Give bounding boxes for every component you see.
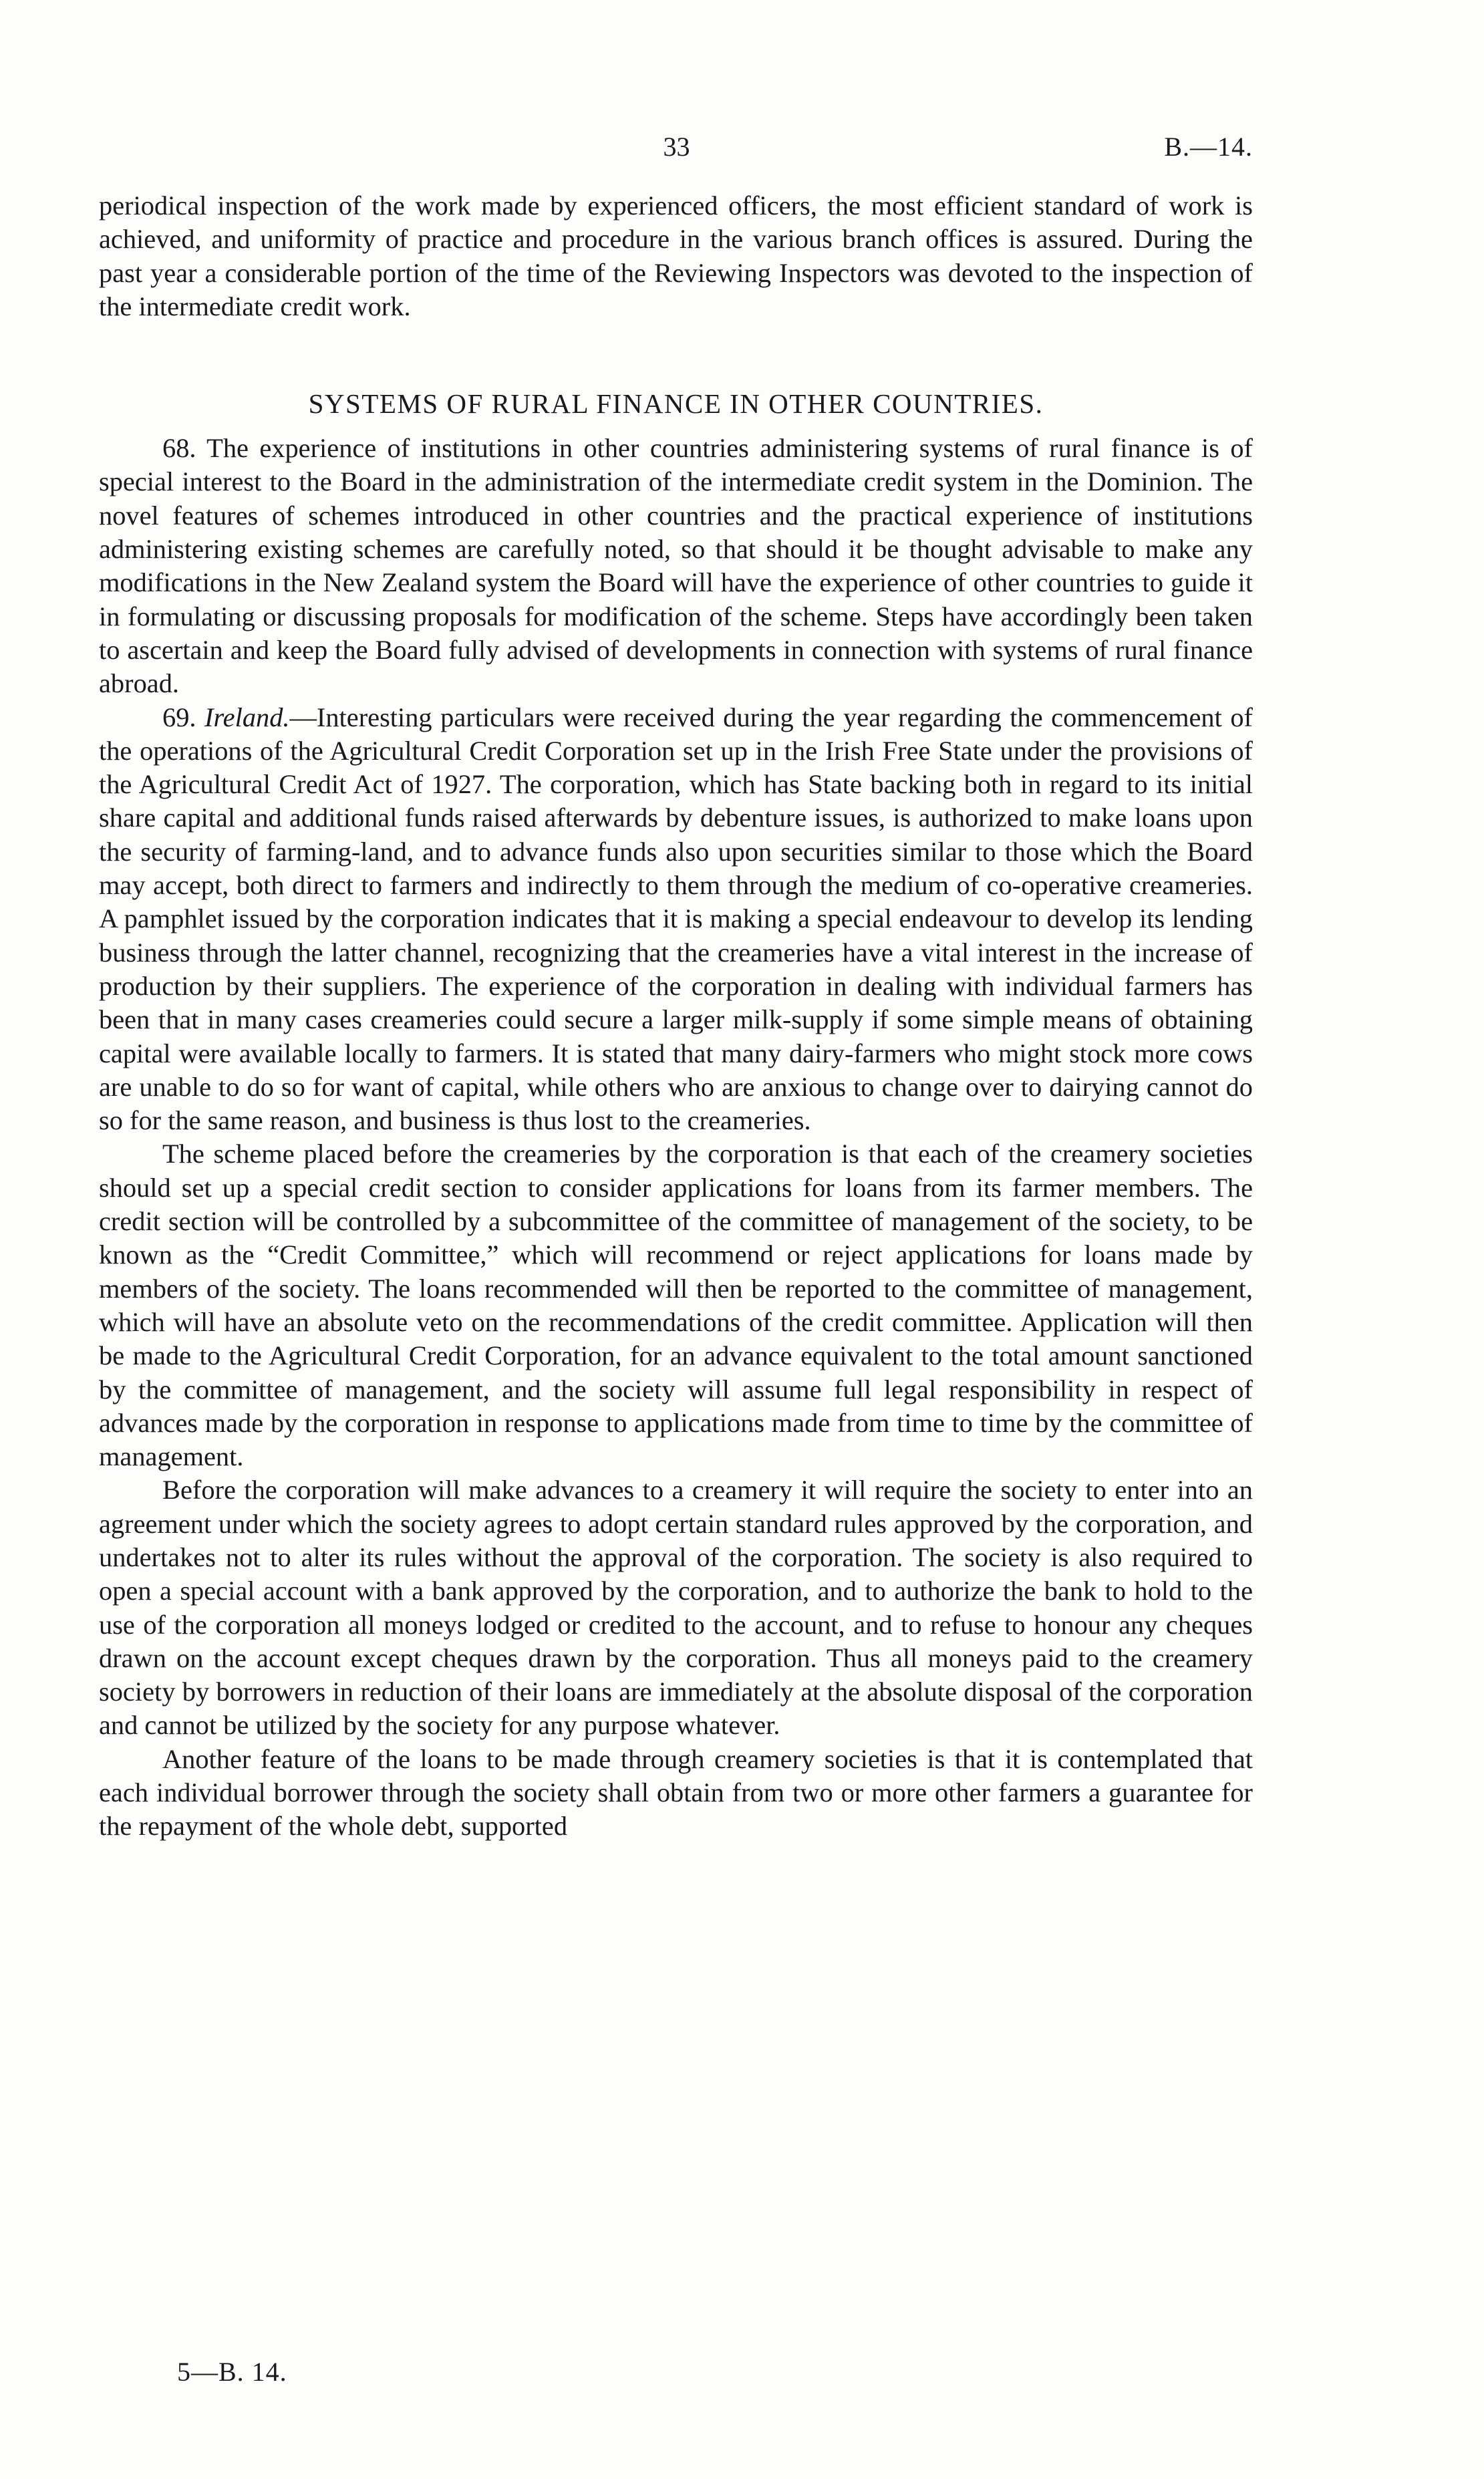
paragraph-69-text: —Interesting particulars were received during the year regarding the commencement of the operations of the Agricultural Credit Corporation set up in the Irish Free State under the provisions of the Agricultural Credit Act of 1927. The corporation, which has State backing both in regard to its initial share capital and additional funds raised afterwards by debenture issues, is authorized to make loans upon the security of farming-land, and to advance funds also upon securities similar to those which the Board may accept, both direct to farmers and indirectly to them through the medium of co-operative creameries. A pamphlet issued by the corporation indicates that it is making a special endeavour to develop its lending business through the latter channel, recognizing that the creameries have a vital interest in the increase of production by their suppliers. The experience of the corporation in dealing with individual farmers has been that in many cases creameries could secure a larger milk-supply if some simple means of obtaining capital were available locally to farmers. It is stated that many dairy-farmers who might stock more cows are unable to do so for want of capital, while others who are anxious to change over to dairying cannot do so for the same reason, and business is thus lost to the creameries. <box>99 702 1253 1136</box>
sidehead-ireland: Ireland. <box>204 702 290 732</box>
paragraph-another-feature: Another feature of the loans to be made through creamery societies is that it is contemplated that each individual borrower through the society shall obtain from two or more other farmers a guarantee for the repayment of the whole debt, supported <box>99 1743 1253 1842</box>
paragraph-scheme: The scheme placed before the creameries by the corporation is that each of the creamery societies should set up a special credit section to consider applications for loans from its farmer members. The credit section will be controlled by a subcommittee of the committee of management of the society, to be known as the “Credit Committee,” which will recommend or reject applications for loans made by members of the society. The loans recommended will then be reported to the committee of management, which will have an absolute veto on the recommendations of the credit committee. Application will then be made to the Agricultural Credit Corporation, for an advance equivalent to the total amount sanctioned by the committee of management, and the society will assume full legal responsibility in respect of advances made by the corporation in response to applications made from time to time by the committee of management. <box>99 1139 1253 1472</box>
page-header <box>100 127 1253 167</box>
page-signature: 5—B. 14. <box>177 2357 287 2387</box>
intro-paragraph: periodical inspection of the work made by experienced officers, the most efficient standard of work is achieved, and uniformity of practice and procedure in the various branch offices is assured. During the past year a considerable portion of the time of the Reviewing Inspectors was devoted to the inspection of the intermediate credit work. <box>99 190 1253 321</box>
paragraph-number: 69. <box>162 702 196 732</box>
paragraph-before: Before the corporation will make advances to a creamery it will require the society to enter into an agreement under which the society agrees to adopt certain standard rules approved by the corporation, and undertakes not to alter its rules without the approval of the corporation. The society is also required to open a special account with a bank approved by the corporation, and to authorize the bank to hold to the use of the corporation all moneys lodged or credited to the account, and to refuse to honour any cheques drawn on the account except cheques drawn by the corporation. Thus all moneys paid to the creamery society by borrowers in reduction of their loans are immediately at the absolute disposal of the corporation and cannot be utilized by the society for any purpose whatever. <box>99 1475 1253 1741</box>
section-heading: SYSTEMS OF RURAL FINANCE IN OTHER COUNTRIES. <box>308 388 1044 420</box>
paragraph-68: 68. The experience of institutions in other countries administering systems of rural finance is of special interest to the Board in the administration of the intermediate credit system in the Dominion. The novel features of schemes introduced in other countries and the practical experience of institutions administering existing schemes are carefully noted, so that should it be thought advisable to make any modifications in the New Zealand system the Board will have the experience of other countries to guide it in formulating or discussing proposals for modification of the scheme. Steps have accordingly been taken to ascertain and keep the Board fully advised of developments in connection with systems of rural finance abroad. <box>99 433 1253 699</box>
document-reference: B.—14. <box>1164 132 1253 162</box>
page-body <box>99 189 1253 1844</box>
page-number: 33 <box>663 132 690 162</box>
paragraph-69 <box>99 701 1253 1138</box>
